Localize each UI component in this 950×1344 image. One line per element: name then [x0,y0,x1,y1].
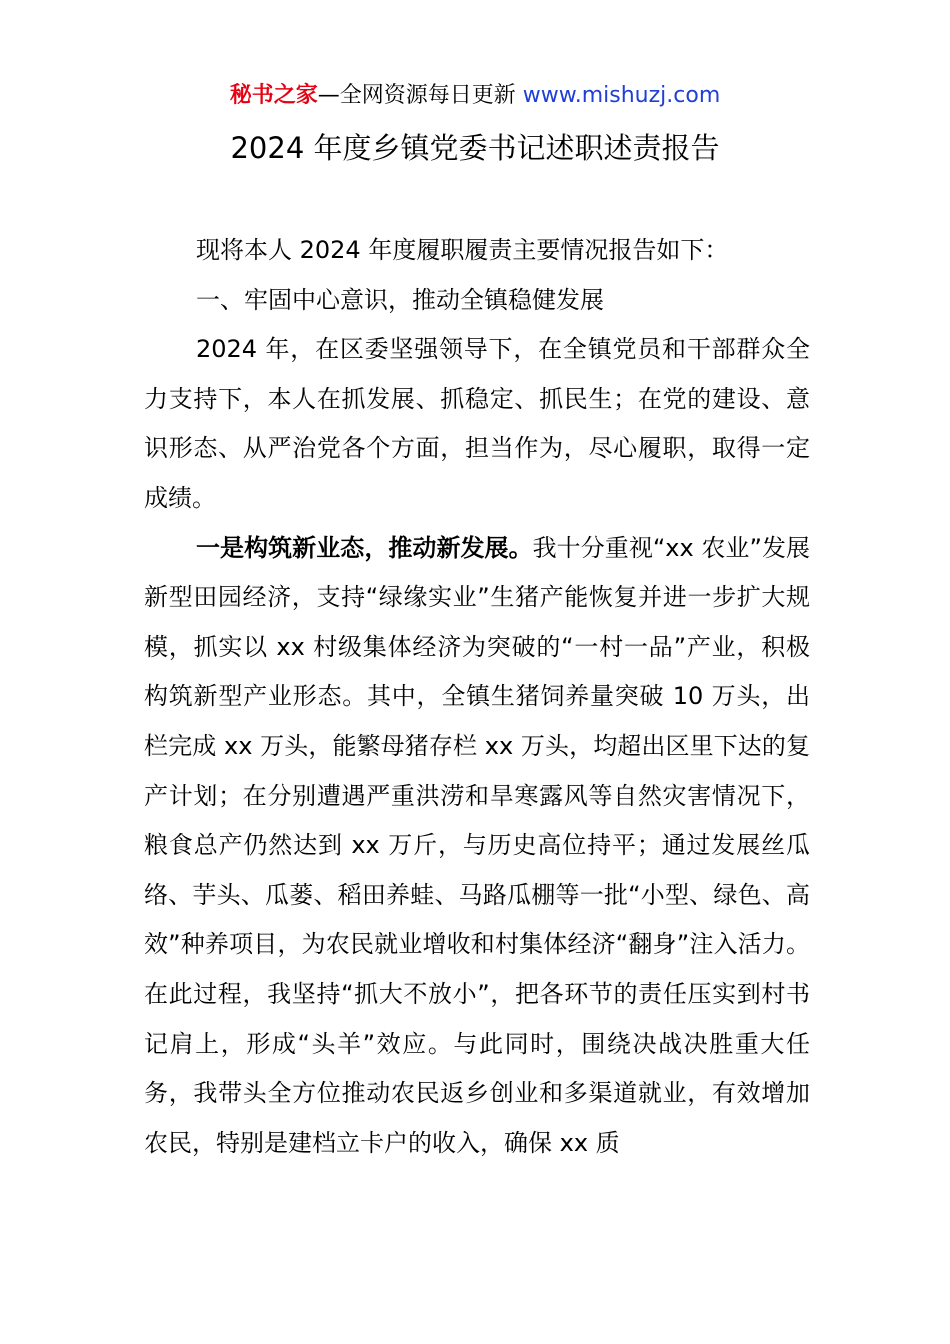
site-tagline: —全网资源每日更新 [317,83,516,108]
brand-name: 秘书之家 [229,83,318,108]
section-heading: 一、牢固中心意识，推动全镇稳健发展 [196,285,604,314]
intro-paragraph: 现将本人 2024 年度履职履责主要情况报告如下： [196,236,729,264]
body-paragraph [144,524,810,1169]
document-body [144,226,810,1168]
body-paragraph: 2024 年，在区委坚强领导下，在全镇党员和干部群众全力支持下，本人在抓发展、抓稳定、抓民生；在党的建设、意识形态、从严治党各个方面，担当作为，尽心履职，取得一定成绩。 [144,335,810,512]
paragraph-text: 我十分重视“xx 农业”发展新型田园经济，支持“绿缘实业”生猪产能恢复并进一步扩大规模，抓实以 xx 村级集体经济为突破的“一村一品”产业，积极构筑新型产业形态。其中，全镇生猪饲养量突破 10 万头，出栏完成 xx 万头，能繁母猪存栏 xx 万头，均超出区里下达的复产计划；在分别遭遇严重洪涝和旱寒露风等自然灾害情况下，粮食总产仍然达到 xx 万斤，与历史高位持平；通过发展丝瓜络、芋头、瓜蒌、稻田养蛙、马路瓜棚等一批“小型、绿色、高效”种养项目，为农民就业增收和村集体经济“翻身”注入活力。在此过程，我坚持“抓大不放小”，把各环节的责任压实到村书记肩上，形成“头羊”效应。与此同时，围绕决战决胜重大任务，我带头全方位推动农民返乡创业和多渠道就业，有效增加农民，特别是建档立卡户的收入，确保 xx 质 [144,533,810,1157]
document-title: 2024 年度乡镇党委书记述职述责报告 [230,131,720,165]
site-url-link[interactable]: www.mishuzj.com [522,83,721,108]
paragraph-lead: 一是构筑新业态，推动新发展。 [196,533,533,562]
site-header [0,80,950,112]
